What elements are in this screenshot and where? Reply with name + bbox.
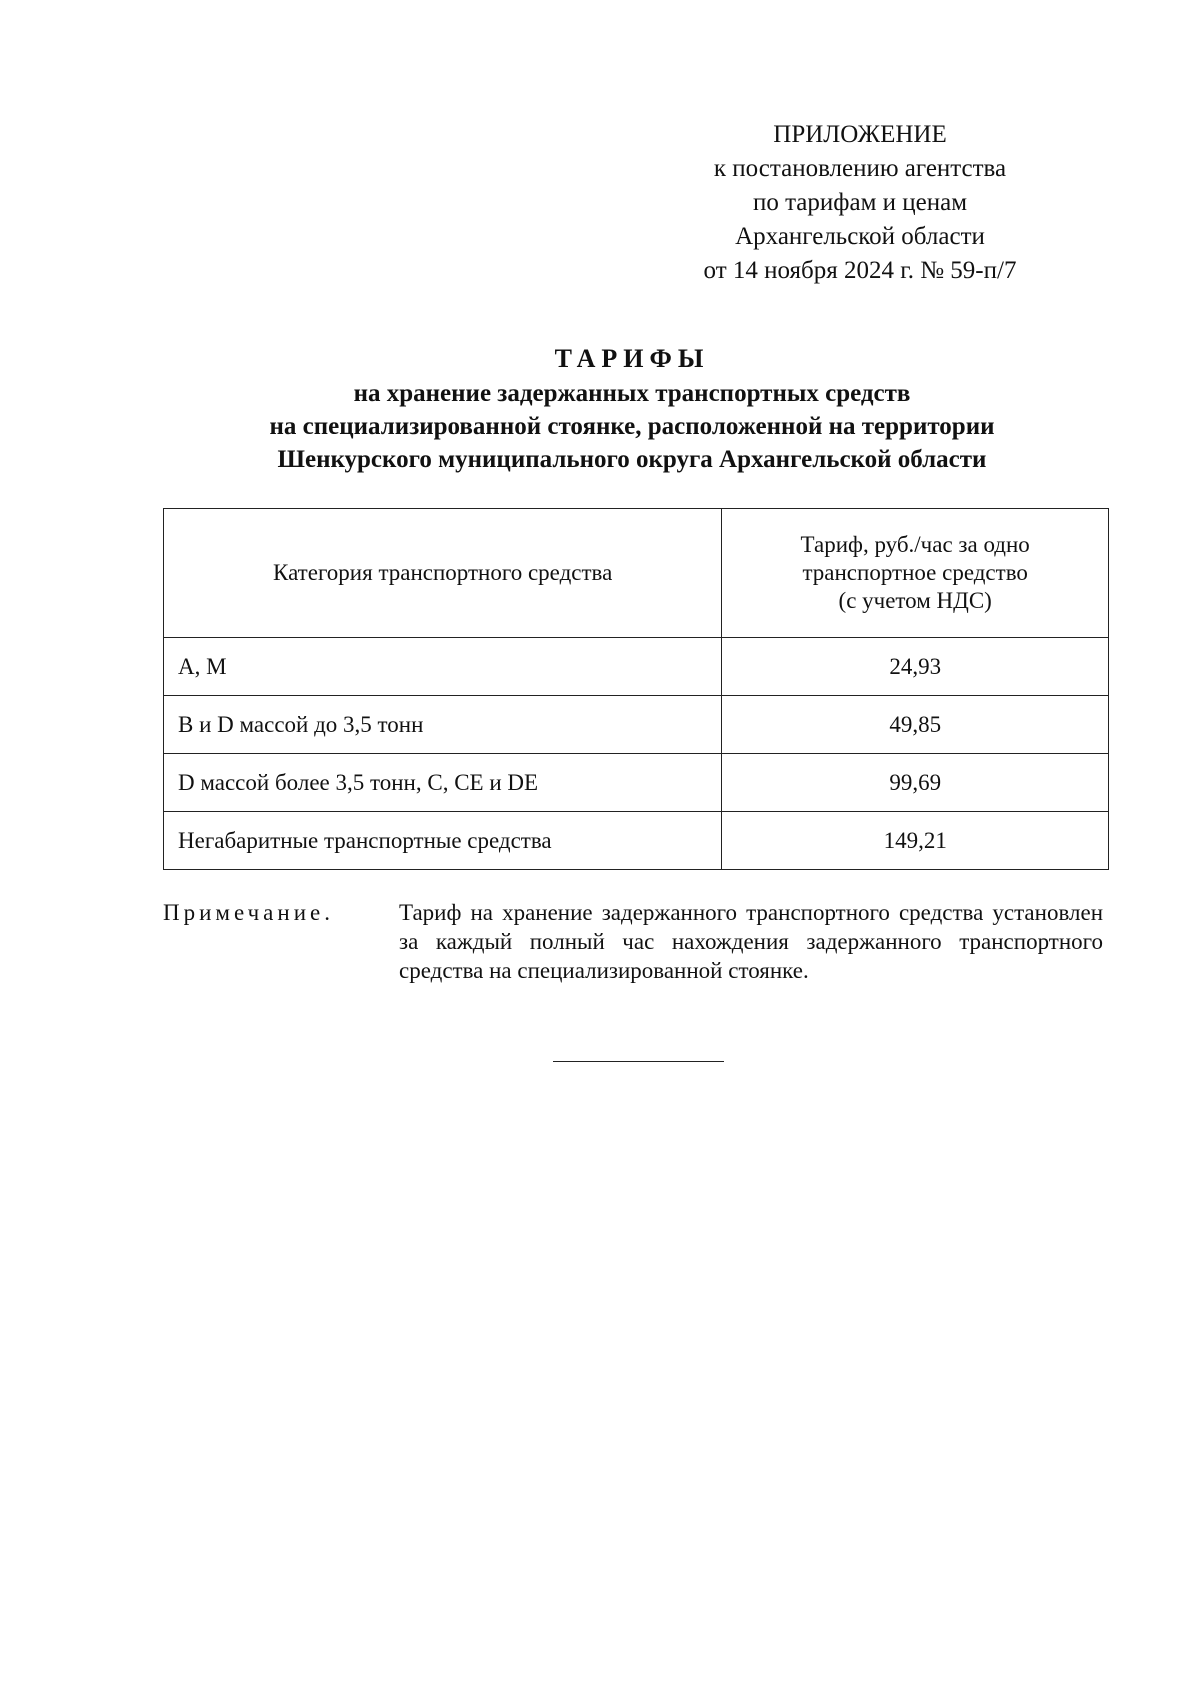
note-label: Примечание.: [163, 900, 334, 925]
table-row: [164, 696, 1109, 754]
appendix-header: [650, 118, 1070, 288]
row-category: А, М: [164, 638, 722, 696]
title-main: ТАРИФЫ: [554, 344, 710, 373]
title-line: Шенкурского муниципального округа Архангельской области: [277, 446, 987, 473]
note-text: Тариф на хранение задержанного транспортного средства установлен за каждый полный час нахождения задержанного транспортного средства на специализированной стоянке.: [399, 900, 1103, 983]
table-row: [164, 638, 1109, 696]
appendix-line: к постановлению агентства: [713, 155, 1007, 182]
row-tariff: 24,93: [722, 638, 1109, 696]
appendix-title: ПРИЛОЖЕНИЕ: [773, 121, 947, 148]
row-category: D массой более 3,5 тонн, С, СЕ и DE: [164, 754, 722, 812]
header-category: Категория транспортного средства: [164, 509, 722, 638]
header-tariff-line: (с учетом НДС): [838, 588, 992, 613]
row-category: Негабаритные транспортные средства: [164, 812, 722, 870]
appendix-line: по тарифам и ценам: [752, 189, 968, 216]
table-header-row: [164, 509, 1109, 638]
table-row: [164, 754, 1109, 812]
title-line: на хранение задержанных транспортных средств: [353, 380, 911, 407]
header-tariff-line: Тариф, руб./час за одно: [800, 532, 1030, 557]
closing-divider: [553, 1061, 724, 1062]
table-row: [164, 812, 1109, 870]
row-tariff: 49,85: [722, 696, 1109, 754]
header-tariff: [722, 509, 1109, 638]
row-tariff: 149,21: [722, 812, 1109, 870]
row-category: В и D массой до 3,5 тонн: [164, 696, 722, 754]
appendix-date-number: от 14 ноября 2024 г. № 59-п/7: [703, 257, 1017, 284]
tariff-table: [163, 508, 1109, 870]
header-tariff-line: транспортное средство: [802, 560, 1028, 585]
document-title: [150, 342, 1114, 476]
title-line: на специализированной стоянке, расположенной на территории: [269, 413, 995, 440]
row-tariff: 99,69: [722, 754, 1109, 812]
appendix-line: Архангельской области: [735, 223, 985, 250]
